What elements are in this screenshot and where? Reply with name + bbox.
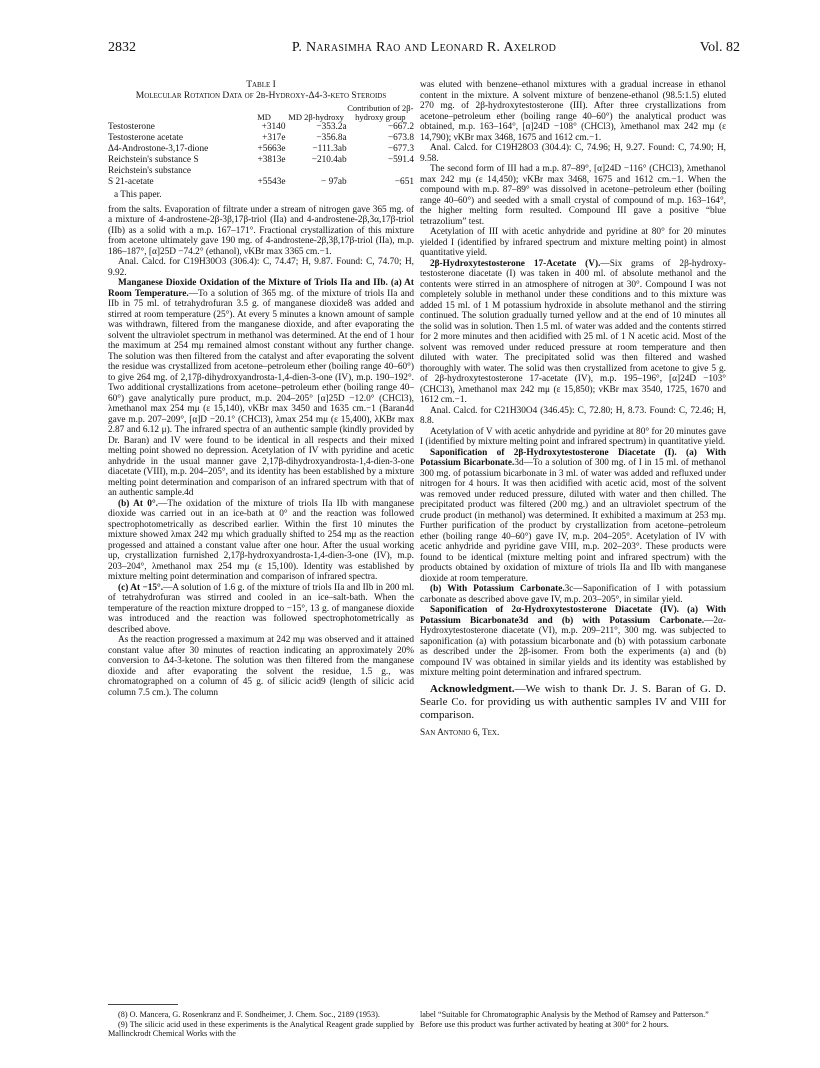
paragraph	[420, 164, 726, 227]
acknowledgment-text: —We wish to thank Dr. J. S. Baran of G. D. Searle Co. for providing us with authentic samples IV and VIII for comparison.	[420, 682, 726, 721]
left-paragraphs	[108, 205, 414, 699]
table-cell: +317e	[262, 133, 286, 143]
table-cell	[347, 166, 414, 177]
table-header-row	[108, 104, 414, 122]
table-header-cell: MD 2β-hydroxy	[288, 112, 344, 122]
volume-label: Vol. 82	[699, 40, 740, 55]
paragraph	[108, 635, 414, 698]
paragraph	[420, 448, 726, 585]
table-cell: Reichstein's substance S	[108, 155, 199, 165]
paragraph	[108, 205, 414, 258]
paragraph	[108, 257, 414, 278]
acknowledgment	[420, 683, 726, 722]
table-row	[108, 122, 414, 133]
paragraph-heading: 2β-Hydroxytestosterone 17-Acetate (V).	[430, 258, 601, 269]
paragraph	[420, 605, 726, 679]
footnotes-left	[108, 1010, 414, 1039]
table-cell: Reichstein's substance	[108, 166, 192, 176]
table-header-cell: Contribution of 2β-hydroxy group	[347, 103, 414, 122]
table-cell: Testosterone	[108, 122, 155, 132]
paragraph-text: Acetylation of III with acetic anhydride and pyridine at 80° for 20 minutes yielded I (identified by infrared spectrum and mixture melting point) in almost quantitative yield.	[420, 227, 726, 258]
paragraph-text: Anal. Calcd. for C19H28O3 (304.4): C, 74.96; H, 9.27. Found: C, 74.90; H, 9.58.	[420, 143, 726, 164]
table-cell: +5543e	[257, 177, 286, 187]
table-cell: −673.8	[387, 133, 414, 143]
table-cell: −651	[394, 177, 414, 187]
paragraph	[420, 427, 726, 448]
table-cell: −111.3ab	[312, 144, 347, 154]
table-header-cell: MD	[257, 112, 271, 122]
paragraph-text: from the salts. Evaporation of filtrate under a stream of nitrogen gave 365 mg. of a mixture of 4-androstene-2β-3β,17β-triol (IIa) and 4-androstene-2β,3α,17β-triol (IIb) as a solid with a m.p. 167–171°. Fractional crystallization of this mixture from acetone ultimately gave 190 mg. of 4-androstene-2β,3β,17β-triol (IIa), m.p. 186–187°, [α]25D −74.2° (ethanol), νKBr max 3365 cm.−1.	[108, 204, 414, 257]
paragraph-text: Acetylation of V with acetic anhydride and pyridine at 80° for 20 minutes gave I (identified by mixture melting point and infrared spectrum) in quantitative yield.	[420, 426, 726, 447]
table-cell: −591.4	[387, 155, 414, 165]
table-cell: +3813e	[257, 155, 286, 165]
rotation-table	[108, 104, 414, 188]
table-row	[108, 166, 414, 177]
table-row	[108, 155, 414, 166]
paragraph	[420, 80, 726, 143]
page-number: 2832	[108, 40, 136, 55]
paragraph	[108, 499, 414, 583]
table-cell: +5663e	[257, 144, 286, 154]
paragraph-text: Anal. Calcd. for C19H30O3 (306.4): C, 74.47; H, 9.87. Found: C, 74.70; H, 9.92.	[108, 257, 414, 278]
paragraph	[420, 406, 726, 427]
paragraph-text: The second form of III had a m.p. 87–89°, [α]24D −116° (CHCl3), λmethanol max 242 mμ (ε 14,450); νKBr max 3468, 1675 and 1612 cm.−1. When the compound with m.p. 87–89° was dissolved in acetone–petroleum ether (boiling range 40–60°) and seeded with a small crystal of compound of m.p. 163–164°, the higher melting form resulted. Compound III gave a positive “blue tetrazolium” test.	[420, 164, 726, 227]
paragraph-text: 3c—Saponification of I with potassium carbonate as described above gave IV, m.p. 203–205°, in similar yield.	[420, 584, 726, 605]
paragraph-text: —To a solution of 365 mg. of the mixture of triols IIa and IIb in 75 ml. of tetrahydrofuran 3.5 g. of manganese dioxide8 was added and stirred at room temperature (25°). At every 5 minutes a known amount of sample was withdrawn, filtered from the manganese dioxide, and after evaporating the solvent the ultraviolet spectrum in methanol was determined. At the end of 1 hour the maximum at 254 mμ remained almost constant without any further change. The solution was then filtered from the catalyst and after evaporating the solvent the residue was crystallized from acetone–petroleum ether (boiling range 40–60°) to give 264 mg. of 2,17β-dihydroxyandrosta-1,4-dien-3-one (IV), m.p. 190–192°. Two additional crystallizations from acetone–petroleum ether (boiling range 40–60°) gave analytically pure product, m.p. 204–205° [α]25D −12.0° (CHCl3), λmethanol max 254 mμ (ε 15,140), νKBr max 3450 and 1635 cm.−1 (Baran4d gave m.p. 207–209°, [α]D −20.1° (CHCl3), λmax 254 mμ (ε 15,400), λKBr max 2.87 and 6.12 μ). The infrared spectra of an authentic sample (kindly provided by Dr. Baran) and IV were found to be identical in all respects and their mixed melting point showed no depression. Acetylation of IV with pyridine and acetic anhydride in the usual manner gave 2,17β-dihydroxyandrosta-1,4-dien-3-one diacetate (VIII), m.p. 204–205°, and its identity has been established by a mixture melting point determination and comparison of an infrared spectrum with that of an authentic sample.4d	[108, 288, 414, 498]
paragraph-text: Anal. Calcd. for C21H30O4 (346.45): C, 72.80; H, 8.73. Found: C, 72.46; H, 8.8.	[420, 405, 726, 426]
paragraph-text: 3d—To a solution of 300 mg. of I in 15 ml. of methanol 300 mg. of potassium bicarbonate in 3 ml. of water was added and refluxed under nitrogen for 4 hours. It was then acidified with acetic acid, most of the solvent was removed under reduced pressure, diluted with water and then chilled. The precipitated product was filtered (200 mg.) and an ultraviolet spectrum of the crude product (in methanol) was determined. It exhibited a maximum at 253 mμ. Further purification of the product by crystallization from acetone–petroleum ether (boiling range 40–60°) gave IV, m.p. 204–205°. Acetylation of IV with acetic anhydride and pyridine gave VIII, m.p. 202–203°. These products were found to be identical (mixture melting point and infrared spectrum) with the products obtained by oxidation of mixture of triols IIa and IIb with manganese dioxide at room temperature.	[420, 458, 726, 584]
paragraph	[420, 584, 726, 605]
paragraph	[108, 583, 414, 636]
table-row	[108, 133, 414, 144]
table-cell: −356.8a	[316, 133, 347, 143]
paragraph	[420, 259, 726, 406]
paragraph-heading: (b) At 0°.	[118, 498, 159, 509]
left-column	[108, 80, 414, 698]
paragraph-heading: (b) With Potassium Carbonate.	[430, 584, 565, 594]
table-title: Molecular Rotation Data of 2β-Hydroxy-Δ4-3-keto Steroids	[135, 91, 387, 101]
paragraph-heading: (c) At −15°.	[118, 582, 164, 593]
paragraph-heading: Saponification of 2α-Hydroxytestosterone Diacetate (IV). (a) With Potassium Bicarbonate3d and (b) with Potassium Carbonate.	[420, 605, 726, 626]
right-paragraphs	[420, 80, 726, 679]
footnote-8: (8) O. Mancera, G. Rosenkranz and F. Sondheimer, J. Chem. Soc., 2189 (1953).	[118, 1010, 380, 1019]
table-cell: S 21-acetate	[108, 177, 154, 187]
table-cell: Testosterone acetate	[108, 133, 183, 143]
table-header-cell	[108, 104, 243, 122]
table-cell: −210.4ab	[311, 155, 347, 165]
footnote-continued: label “Suitable for Chromatographic Analysis by the Method of Ramsey and Patterson.” Before use this product was further activated by heating at 300° for 2 hours.	[420, 1010, 709, 1029]
table-cell: Δ4-Androstone-3,17-dione	[108, 144, 209, 154]
paragraph-text: As the reaction progressed a maximum at 242 mμ was observed and it attained constant value after 30 minutes of reaction indicating an approximately 20% conversion to Δ4-3-ketone. The solution was then filtered from the manganese dioxide and after evaporating the solvent the residue, 1.5 g., was chromatographed on a column of 45 g. of silicic acid9 (length of silicic acid column 7.5 cm.). The column	[108, 635, 414, 698]
footnote-9: (9) The silicic acid used in these experiments is the Analytical Reagent grade supplied by Mallinckrodt Chemical Works with the	[108, 1019, 414, 1038]
paragraph	[420, 143, 726, 164]
right-column	[420, 80, 726, 738]
paragraph-text: —2α-Hydroxytestosterone diacetate (VI), m.p. 209–211°, 300 mg. was subjected to saponification (a) with potassium bicarbonate and (b) with potassium carbonate as described under the 2β-isomer. From both the experiments (a) and (b) compound IV was obtained in similar yields and its identity was established by mixture melting point determination and infrared spectrum.	[420, 615, 726, 678]
paragraph	[108, 278, 414, 499]
paragraph-heading: Saponification of 2β-Hydroxytestosterone Diacetate (I). (a) With Potassium Bicarbonate.	[420, 447, 726, 468]
paragraph-text: —A solution of 1.6 g. of the mixture of triols IIa and IIb in 200 ml. of tetrahydrofuran was stirred and cooled in an ice–salt-bath. When the temperature of the reaction mixture dropped to −15°, 13 g. of manganese dioxide was introduced and the reaction was followed spectrophotometrically as described above.	[108, 582, 415, 635]
paragraph-text: —The oxidation of the mixture of triols IIa IIb with manganese dioxide was carried out in an ice-bath at 0° and the reaction was followed spectrophotometrically as described earlier. Within the first 10 minutes the mixture showed λmax 242 mμ which gradually shifted to 254 mμ as the reaction progessed and attained a constant value after one hour. After the usual working up, crystallization furnished 2,17β-hydroxyandrosta-1,4-dien-3-one (IV), m.p. 203–204°, λmethanol max 254 mμ (ε 15,100). Identity was established by mixture melting point determination and comparison of infrared spectra.	[108, 498, 415, 582]
table-cell: −667.2	[387, 122, 414, 132]
table-cell: −353.2a	[316, 122, 347, 132]
table-footnote: a This paper.	[114, 190, 162, 200]
footnote-rule	[108, 1004, 178, 1005]
table-cell	[243, 166, 286, 177]
table-cell: − 97ab	[321, 177, 347, 187]
running-authors: P. Narasimha Rao and Leonard R. Axelrod	[291, 40, 557, 55]
paragraph-text: —Six grams of 2β-hydroxy-testosterone diacetate (I) was taken in 400 ml. of absolute methanol and the contents were stirred in an atmosphere of nitrogen at 30°. Compound I was not completely soluble in methanol under these conditions and to this mixture was added 15 ml. of 1 M potassium hydroxide in absolute methanol and the stirring continued. The solution gradually turned yellow and at the end of 10 minutes all the solid was in solution. Then 1.5 ml. of water was added and the contents stirred for 2 more minutes and then acidified with 25 ml. of 1 N acetic acid. Most of the solvent was removed under reduced pressure at room temperature and then diluted with water. The precipitated solid was then filtered and washed thoroughly with water. The solid was then crystallized from acetone to give 5 g. of 2β-hydroxytestosterone 17-acetate (IV), m.p. 195–196°, [α]24D −103° (CHCl3), λmethanol max 242 mμ (ε 15,850); νKBr max 3540, 1725, 1670 and 1612 cm.−1.	[420, 258, 726, 405]
table-caption: Table I	[246, 80, 276, 90]
table-cell: −677.3	[387, 144, 414, 154]
paragraph-text: was eluted with benzene–ethanol mixtures with a gradual increase in ethanol content in the mixture. A solvent mixture of benzene-ethanol (98.5:1.5) eluted 270 mg. of 2β-hydroxytestosterone (III). After three crystallizations from acetone–petroleum ether (boiling range 40–60°) the analytical product was obtained, m.p. 163–164°, [α]24D −108° (CHCl3), λmethanol max 242 mμ (ε 14,790); νKBr max 3468, 1675 and 1612 cm.−1.	[420, 80, 726, 143]
table-cell: +3140	[261, 122, 286, 132]
table-row	[108, 144, 414, 155]
table-row	[108, 177, 414, 188]
acknowledgment-lead: Acknowledgment.	[430, 682, 515, 695]
running-header	[108, 40, 740, 60]
table-body	[108, 122, 414, 188]
paragraph-heading: Manganese Dioxide Oxidation of the Mixture of Triols IIa and IIb. (a) At Room Temperature.	[108, 278, 414, 299]
table-cell	[285, 166, 346, 177]
paragraph	[420, 227, 726, 259]
place-line: San Antonio 6, Tex.	[420, 727, 500, 738]
